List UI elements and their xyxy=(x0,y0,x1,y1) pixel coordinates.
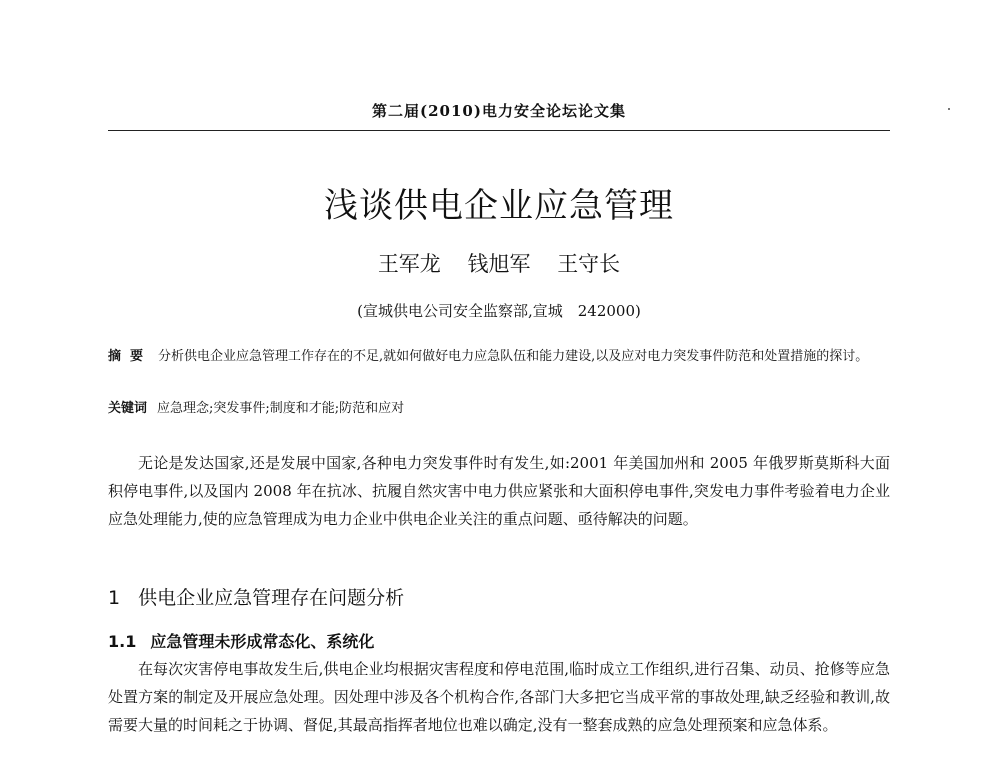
keywords-text: 应急理念;突发事件;制度和才能;防范和应对 xyxy=(157,401,405,416)
abstract-label: 摘要 xyxy=(108,349,153,364)
paper-title: 浅谈供电企业应急管理 xyxy=(324,186,674,226)
subsection-title: 应急管理未形成常态化、系统化 xyxy=(150,632,375,651)
subsection-number: 1.1 xyxy=(108,632,137,651)
body-paragraph: 无论是发达国家,还是发展中国家,各种电力突发事件时有发生,如:2001 年美国加州和 2005 年俄罗斯莫斯科大面积停电事件,以及国内 2008 年在抗冰、抗履自然灾害中电力供应紧张和大面积停电事件,突发电力事件考验着电力企业应急处理能力,使的应急管理成为电力企业中供电企业关注的重点问题、亟待解决的问题。 xyxy=(108,454,890,528)
author-name: 王守长 xyxy=(557,252,621,276)
abstract-text: 分析供电企业应急管理工作存在的不足,就如何做好电力应急队伍和能力建设,以及应对电力突发事件防范和处置措施的探讨。 xyxy=(158,349,869,364)
author-affiliation: (宣城供电公司安全监察部,宣城 242000) xyxy=(357,302,641,320)
keywords xyxy=(108,397,890,421)
author-name: 钱旭军 xyxy=(467,252,531,276)
keywords-label: 关键词 xyxy=(108,401,148,416)
abstract xyxy=(108,345,890,369)
running-header: 第二届(2010)电力安全论坛论文集 xyxy=(372,102,626,120)
header-rule xyxy=(108,130,890,131)
section-title: 供电企业应急管理存在问题分析 xyxy=(138,587,405,609)
subsection-heading xyxy=(108,629,890,652)
body-paragraph: 在每次灾害停电事故发生后,供电企业均根据灾害程度和停电范围,临时成立工作组织,进行召集、动员、抢修等应急处置方案的制定及开展应急处理。因处理中涉及各个机构合作,各部门大多把它当成平常的事故处理,缺乏经验和教训,故需要大量的时间耗之于协调、督促,其最高指挥者地位也难以确定,没有一整套成熟的应急处理预案和应急体系。 xyxy=(108,660,890,734)
author-list xyxy=(108,248,890,278)
author-name: 王军龙 xyxy=(377,252,441,276)
section-heading xyxy=(108,583,890,610)
scan-artifact-dot xyxy=(948,108,950,110)
section-number: 1 xyxy=(108,587,121,609)
